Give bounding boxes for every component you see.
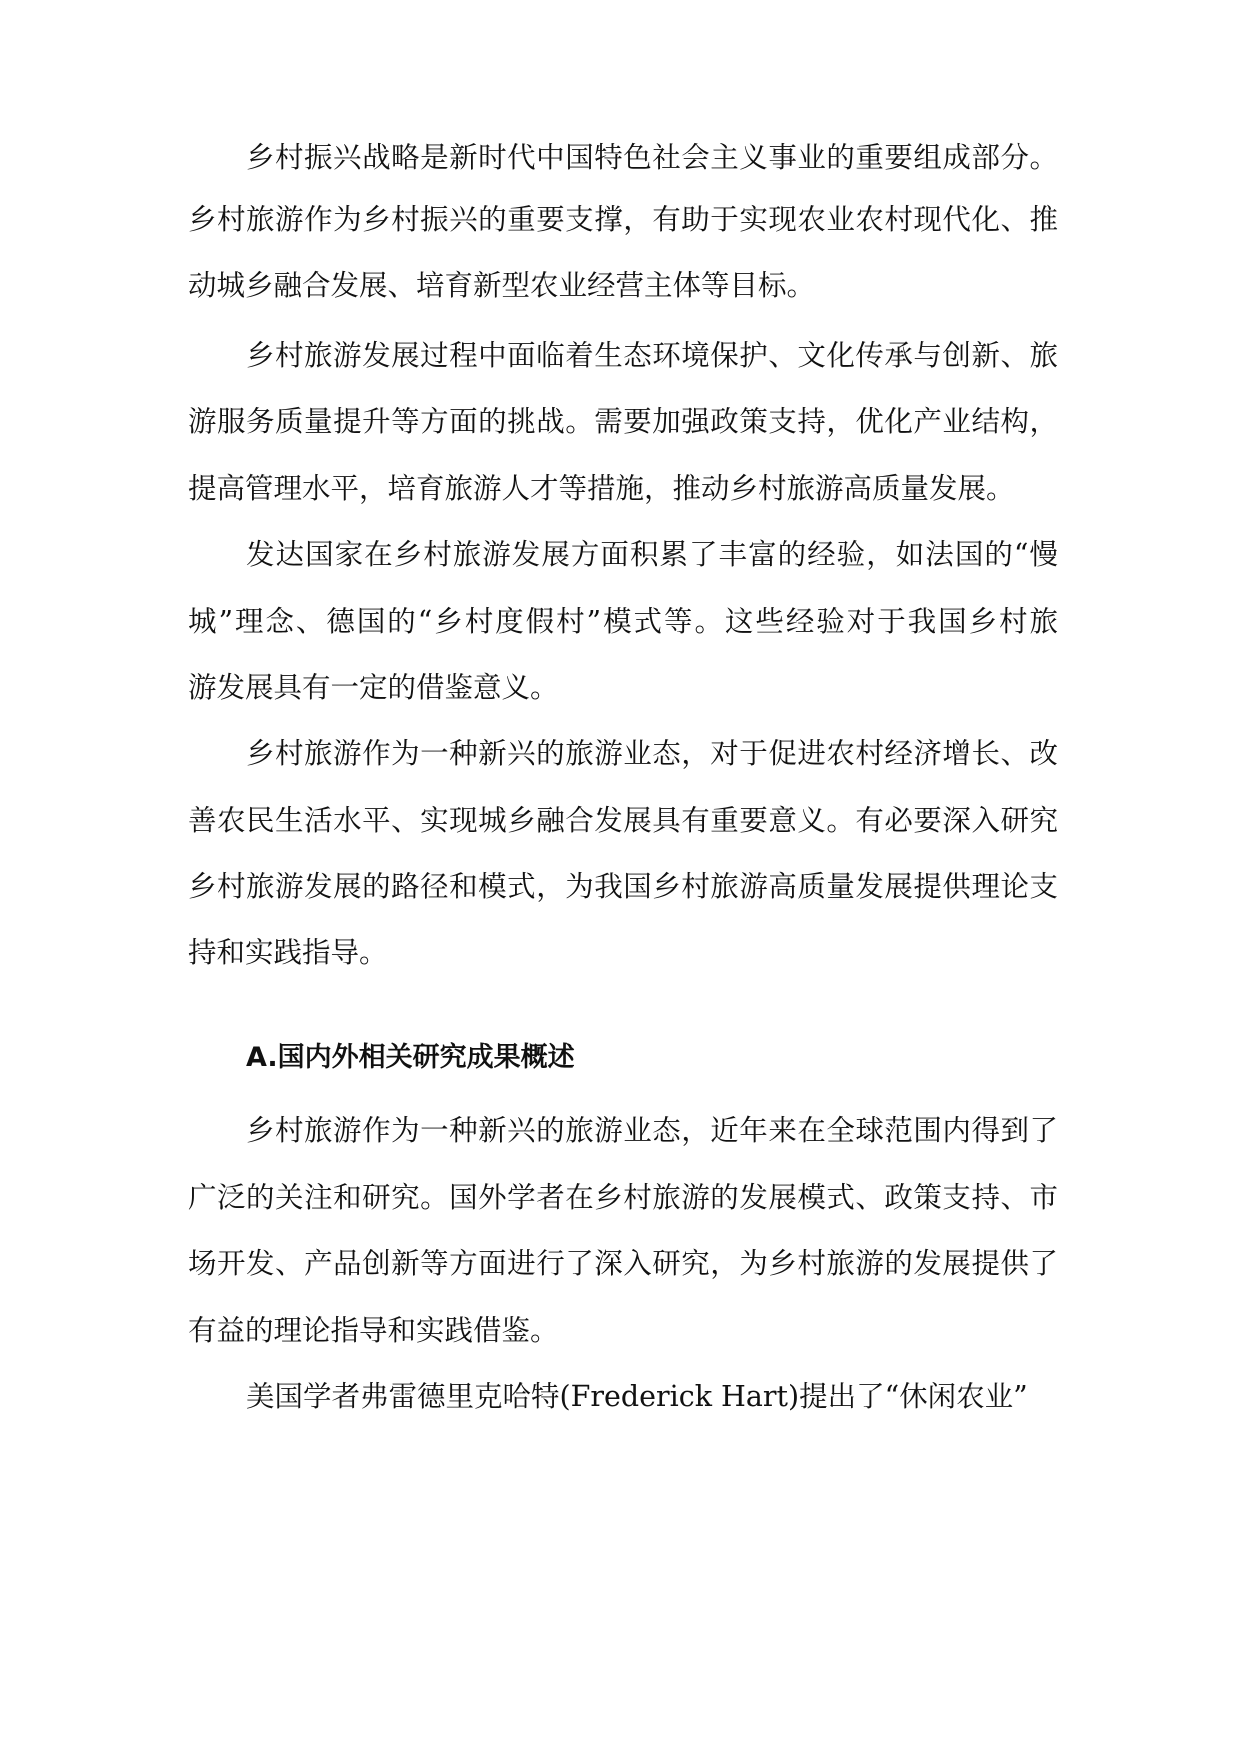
paragraph-4-line-4: 持和实践指导。 <box>188 936 388 969</box>
paragraph-1-line-1: 乡村振兴战略是新时代中国特色社会主义事业的重要组成部分。 <box>246 141 1058 174</box>
paragraph-3-line-3: 游发展具有一定的借鉴意义。 <box>188 671 559 704</box>
paragraph-2-line-2: 游服务质量提升等方面的挑战。需要加强政策支持，优化产业结构， <box>188 405 1058 438</box>
paragraph-5-line-1: 乡村旅游作为一种新兴的旅游业态，近年来在全球范围内得到了 <box>246 1114 1058 1147</box>
paragraph-4-line-1: 乡村旅游作为一种新兴的旅游业态，对于促进农村经济增长、改 <box>246 737 1058 770</box>
paragraph-3-line-1: 发达国家在乡村旅游发展方面积累了丰富的经验，如法国的“慢 <box>246 538 1058 571</box>
paragraph-4-line-3: 乡村旅游发展的路径和模式，为我国乡村旅游高质量发展提供理论支 <box>188 870 1058 903</box>
paragraph-5-line-2: 广泛的关注和研究。国外学者在乡村旅游的发展模式、政策支持、市 <box>188 1181 1058 1214</box>
paragraph-4-line-2: 善农民生活水平、实现城乡融合发展具有重要意义。有必要深入研究 <box>188 804 1058 837</box>
paragraph-1-line-3: 动城乡融合发展、培育新型农业经营主体等目标。 <box>188 269 816 302</box>
paragraph-6-line-1: 美国学者弗雷德里克哈特(Frederick Hart)提出了“休闲农业” <box>246 1380 1028 1413</box>
paragraph-5-line-4: 有益的理论指导和实践借鉴。 <box>188 1314 559 1347</box>
paragraph-1-line-2: 乡村旅游作为乡村振兴的重要支撑，有助于实现农业农村现代化、推 <box>188 203 1058 236</box>
paragraph-2-line-1: 乡村旅游发展过程中面临着生态环境保护、文化传承与创新、旅 <box>246 339 1058 372</box>
paragraph-2-line-3: 提高管理水平，培育旅游人才等措施，推动乡村旅游高质量发展。 <box>188 472 1015 505</box>
paragraph-5-line-3: 场开发、产品创新等方面进行了深入研究，为乡村旅游的发展提供了 <box>188 1247 1058 1280</box>
paragraph-3-line-2: 城”理念、德国的“乡村度假村”模式等。这些经验对于我国乡村旅 <box>188 605 1058 638</box>
section-heading: A.国内外相关研究成果概述 <box>246 1042 575 1073</box>
